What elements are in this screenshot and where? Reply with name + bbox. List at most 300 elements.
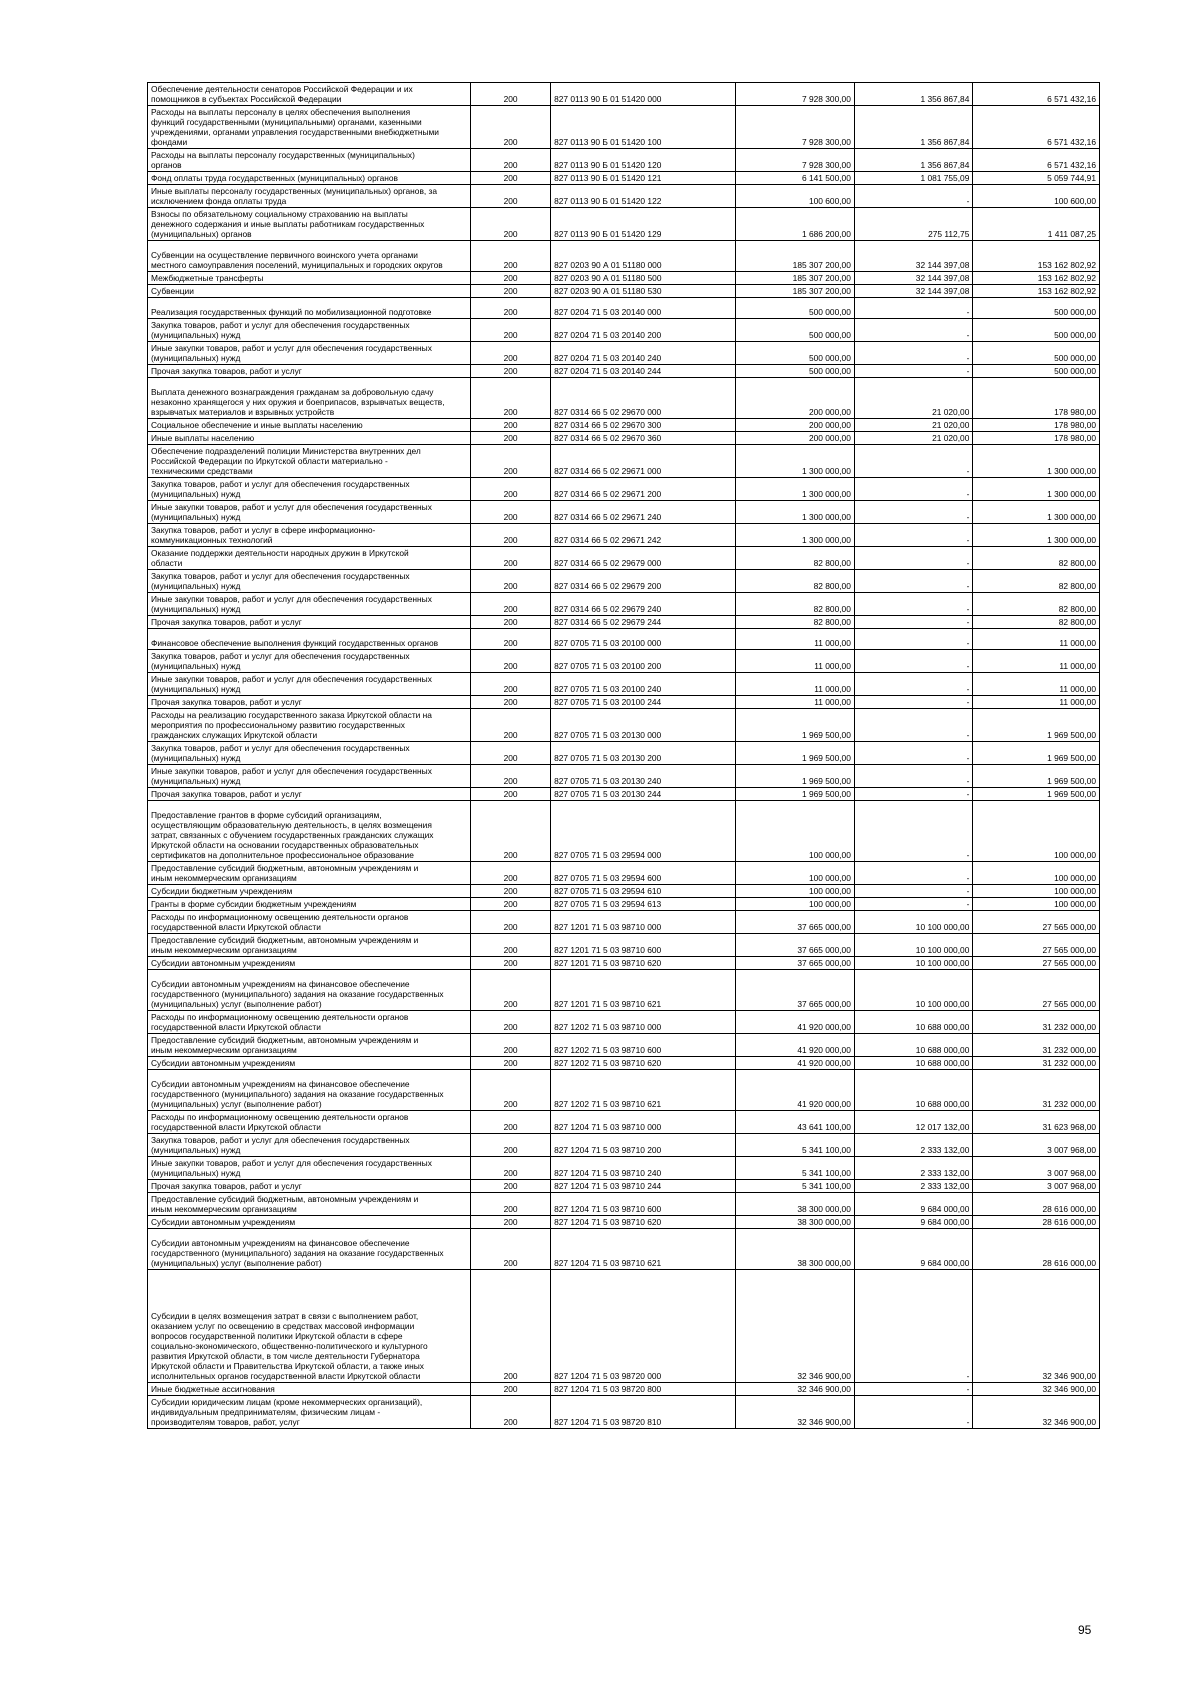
line-code-cell: 200 bbox=[471, 911, 551, 934]
classification-code-cell: 827 1201 71 5 03 98710 620 bbox=[551, 957, 736, 970]
expense-name-cell: Расходы по информационному освещению деятельности органов государственной власти Иркутской области bbox=[148, 1011, 471, 1034]
remaining-amount-cell: 1 300 000,00 bbox=[973, 445, 1100, 478]
expense-name-cell: Обеспечение подразделений полиции Министерства внутренних дел Российской Федерации по Иркутской области материально - техническими средствами bbox=[148, 445, 471, 478]
approved-amount-cell: 11 000,00 bbox=[736, 696, 854, 709]
approved-amount-cell: 185 307 200,00 bbox=[736, 285, 854, 298]
table-row bbox=[148, 911, 1100, 934]
expense-name-cell: Прочая закупка товаров, работ и услуг bbox=[148, 616, 471, 629]
classification-code-cell: 827 0113 90 Б 01 51420 122 bbox=[551, 185, 736, 208]
line-code-cell: 200 bbox=[471, 570, 551, 593]
approved-amount-cell: 100 000,00 bbox=[736, 862, 854, 885]
line-code-cell: 200 bbox=[471, 149, 551, 172]
table-row bbox=[148, 342, 1100, 365]
executed-amount-cell: - bbox=[854, 1383, 972, 1396]
line-code-cell: 200 bbox=[471, 788, 551, 801]
expense-name-cell: Закупка товаров, работ и услуг для обеспечения государственных (муниципальных) нужд bbox=[148, 478, 471, 501]
remaining-amount-cell: 500 000,00 bbox=[973, 298, 1100, 319]
table-row bbox=[148, 241, 1100, 272]
table-row bbox=[148, 629, 1100, 650]
table-row bbox=[148, 696, 1100, 709]
table-row bbox=[148, 378, 1100, 419]
executed-amount-cell: 2 333 132,00 bbox=[854, 1180, 972, 1193]
executed-amount-cell: 10 688 000,00 bbox=[854, 1034, 972, 1057]
remaining-amount-cell: 32 346 900,00 bbox=[973, 1396, 1100, 1429]
line-code-cell: 200 bbox=[471, 696, 551, 709]
table-row bbox=[148, 445, 1100, 478]
line-code-cell: 200 bbox=[471, 629, 551, 650]
approved-amount-cell: 41 920 000,00 bbox=[736, 1034, 854, 1057]
classification-code-cell: 827 1201 71 5 03 98710 000 bbox=[551, 911, 736, 934]
table-row bbox=[148, 801, 1100, 862]
executed-amount-cell: 9 684 000,00 bbox=[854, 1193, 972, 1216]
line-code-cell: 200 bbox=[471, 1180, 551, 1193]
classification-code-cell: 827 1202 71 5 03 98710 620 bbox=[551, 1057, 736, 1070]
classification-code-cell: 827 0314 66 5 02 29671 000 bbox=[551, 445, 736, 478]
remaining-amount-cell: 28 616 000,00 bbox=[973, 1229, 1100, 1270]
table-row bbox=[148, 272, 1100, 285]
remaining-amount-cell: 1 969 500,00 bbox=[973, 765, 1100, 788]
executed-amount-cell: 10 100 000,00 bbox=[854, 957, 972, 970]
executed-amount-cell: 275 112,75 bbox=[854, 208, 972, 241]
approved-amount-cell: 185 307 200,00 bbox=[736, 241, 854, 272]
executed-amount-cell: - bbox=[854, 765, 972, 788]
line-code-cell: 200 bbox=[471, 478, 551, 501]
classification-code-cell: 827 0113 90 Б 01 51420 100 bbox=[551, 106, 736, 149]
executed-amount-cell: - bbox=[854, 709, 972, 742]
line-code-cell: 200 bbox=[471, 1193, 551, 1216]
executed-amount-cell: - bbox=[854, 1396, 972, 1429]
line-code-cell: 200 bbox=[471, 1396, 551, 1429]
approved-amount-cell: 500 000,00 bbox=[736, 319, 854, 342]
table-row bbox=[148, 1383, 1100, 1396]
remaining-amount-cell: 6 571 432,16 bbox=[973, 106, 1100, 149]
classification-code-cell: 827 0314 66 5 02 29671 240 bbox=[551, 501, 736, 524]
approved-amount-cell: 200 000,00 bbox=[736, 432, 854, 445]
executed-amount-cell: - bbox=[854, 501, 972, 524]
line-code-cell: 200 bbox=[471, 365, 551, 378]
executed-amount-cell: - bbox=[854, 885, 972, 898]
remaining-amount-cell: 27 565 000,00 bbox=[973, 970, 1100, 1011]
approved-amount-cell: 6 141 500,00 bbox=[736, 172, 854, 185]
classification-code-cell: 827 0705 71 5 03 20100 244 bbox=[551, 696, 736, 709]
table-row bbox=[148, 83, 1100, 106]
remaining-amount-cell: 1 300 000,00 bbox=[973, 478, 1100, 501]
table-row bbox=[148, 172, 1100, 185]
expense-name-cell: Расходы по информационному освещению деятельности органов государственной власти Иркутской области bbox=[148, 911, 471, 934]
approved-amount-cell: 100 000,00 bbox=[736, 801, 854, 862]
line-code-cell: 200 bbox=[471, 83, 551, 106]
budget-report-sheet bbox=[147, 82, 1100, 1429]
executed-amount-cell: - bbox=[854, 862, 972, 885]
table-row bbox=[148, 934, 1100, 957]
approved-amount-cell: 41 920 000,00 bbox=[736, 1057, 854, 1070]
table-row bbox=[148, 1180, 1100, 1193]
approved-amount-cell: 1 686 200,00 bbox=[736, 208, 854, 241]
classification-code-cell: 827 0203 90 А 01 51180 530 bbox=[551, 285, 736, 298]
approved-amount-cell: 200 000,00 bbox=[736, 419, 854, 432]
table-row bbox=[148, 185, 1100, 208]
executed-amount-cell: - bbox=[854, 547, 972, 570]
classification-code-cell: 827 1204 71 5 03 98710 621 bbox=[551, 1229, 736, 1270]
remaining-amount-cell: 6 571 432,16 bbox=[973, 83, 1100, 106]
remaining-amount-cell: 31 232 000,00 bbox=[973, 1070, 1100, 1111]
line-code-cell: 200 bbox=[471, 709, 551, 742]
classification-code-cell: 827 1204 71 5 03 98720 000 bbox=[551, 1270, 736, 1383]
approved-amount-cell: 43 641 100,00 bbox=[736, 1111, 854, 1134]
approved-amount-cell: 1 969 500,00 bbox=[736, 742, 854, 765]
approved-amount-cell: 100 000,00 bbox=[736, 885, 854, 898]
table-row bbox=[148, 862, 1100, 885]
remaining-amount-cell: 100 000,00 bbox=[973, 885, 1100, 898]
classification-code-cell: 827 0705 71 5 03 29594 600 bbox=[551, 862, 736, 885]
expense-name-cell: Субсидии юридическим лицам (кроме некоммерческих организаций), индивидуальным предпринимателям, физическим лицам - производителям товаров, работ, услуг bbox=[148, 1396, 471, 1429]
table-row bbox=[148, 957, 1100, 970]
executed-amount-cell: - bbox=[854, 319, 972, 342]
line-code-cell: 200 bbox=[471, 547, 551, 570]
executed-amount-cell: - bbox=[854, 185, 972, 208]
line-code-cell: 200 bbox=[471, 1070, 551, 1111]
approved-amount-cell: 1 300 000,00 bbox=[736, 524, 854, 547]
table-row bbox=[148, 298, 1100, 319]
remaining-amount-cell: 28 616 000,00 bbox=[973, 1193, 1100, 1216]
approved-amount-cell: 11 000,00 bbox=[736, 629, 854, 650]
remaining-amount-cell: 3 007 968,00 bbox=[973, 1180, 1100, 1193]
executed-amount-cell: - bbox=[854, 629, 972, 650]
line-code-cell: 200 bbox=[471, 934, 551, 957]
executed-amount-cell: 21 020,00 bbox=[854, 419, 972, 432]
remaining-amount-cell: 11 000,00 bbox=[973, 696, 1100, 709]
line-code-cell: 200 bbox=[471, 1134, 551, 1157]
line-code-cell: 200 bbox=[471, 208, 551, 241]
table-row bbox=[148, 547, 1100, 570]
expense-name-cell: Закупка товаров, работ и услуг в сфере информационно- коммуникационных технологий bbox=[148, 524, 471, 547]
classification-code-cell: 827 0705 71 5 03 29594 000 bbox=[551, 801, 736, 862]
expense-name-cell: Иные закупки товаров, работ и услуг для обеспечения государственных (муниципальных) нужд bbox=[148, 1157, 471, 1180]
remaining-amount-cell: 11 000,00 bbox=[973, 650, 1100, 673]
approved-amount-cell: 7 928 300,00 bbox=[736, 149, 854, 172]
expense-name-cell: Прочая закупка товаров, работ и услуг bbox=[148, 1180, 471, 1193]
expense-name-cell: Субсидии автономным учреждениям на финансовое обеспечение государственного (муниципального) задания на оказание государственных (муниципальных) услуг (выполнение работ) bbox=[148, 1070, 471, 1111]
executed-amount-cell: - bbox=[854, 342, 972, 365]
classification-code-cell: 827 0314 66 5 02 29671 200 bbox=[551, 478, 736, 501]
line-code-cell: 200 bbox=[471, 885, 551, 898]
classification-code-cell: 827 0705 71 5 03 20130 200 bbox=[551, 742, 736, 765]
approved-amount-cell: 37 665 000,00 bbox=[736, 970, 854, 1011]
expense-name-cell: Иные закупки товаров, работ и услуг для обеспечения государственных (муниципальных) нужд bbox=[148, 765, 471, 788]
classification-code-cell: 827 0705 71 5 03 20100 200 bbox=[551, 650, 736, 673]
expense-name-cell: Закупка товаров, работ и услуг для обеспечения государственных (муниципальных) нужд bbox=[148, 319, 471, 342]
table-row bbox=[148, 365, 1100, 378]
line-code-cell: 200 bbox=[471, 445, 551, 478]
table-row bbox=[148, 1270, 1100, 1383]
executed-amount-cell: - bbox=[854, 673, 972, 696]
classification-code-cell: 827 0314 66 5 02 29670 360 bbox=[551, 432, 736, 445]
line-code-cell: 200 bbox=[471, 1383, 551, 1396]
remaining-amount-cell: 100 000,00 bbox=[973, 898, 1100, 911]
page-number: 95 bbox=[1078, 1623, 1092, 1637]
table-row bbox=[148, 285, 1100, 298]
classification-code-cell: 827 1204 71 5 03 98710 240 bbox=[551, 1157, 736, 1180]
approved-amount-cell: 1 300 000,00 bbox=[736, 445, 854, 478]
line-code-cell: 200 bbox=[471, 957, 551, 970]
expense-name-cell: Иные бюджетные ассигнования bbox=[148, 1383, 471, 1396]
table-row bbox=[148, 1134, 1100, 1157]
approved-amount-cell: 1 300 000,00 bbox=[736, 478, 854, 501]
classification-code-cell: 827 0203 90 А 01 51180 500 bbox=[551, 272, 736, 285]
approved-amount-cell: 38 300 000,00 bbox=[736, 1229, 854, 1270]
remaining-amount-cell: 82 800,00 bbox=[973, 593, 1100, 616]
classification-code-cell: 827 1204 71 5 03 98710 620 bbox=[551, 1216, 736, 1229]
table-row bbox=[148, 501, 1100, 524]
executed-amount-cell: 32 144 397,08 bbox=[854, 285, 972, 298]
approved-amount-cell: 82 800,00 bbox=[736, 547, 854, 570]
remaining-amount-cell: 1 969 500,00 bbox=[973, 709, 1100, 742]
remaining-amount-cell: 178 980,00 bbox=[973, 378, 1100, 419]
executed-amount-cell: 10 100 000,00 bbox=[854, 934, 972, 957]
table-row bbox=[148, 319, 1100, 342]
table-row bbox=[148, 788, 1100, 801]
table-row bbox=[148, 898, 1100, 911]
line-code-cell: 200 bbox=[471, 524, 551, 547]
approved-amount-cell: 5 341 100,00 bbox=[736, 1134, 854, 1157]
remaining-amount-cell: 178 980,00 bbox=[973, 432, 1100, 445]
table-row bbox=[148, 673, 1100, 696]
executed-amount-cell: - bbox=[854, 445, 972, 478]
line-code-cell: 200 bbox=[471, 272, 551, 285]
expense-name-cell: Предоставление субсидий бюджетным, автономным учреждениям и иным некоммерческим организациям bbox=[148, 862, 471, 885]
remaining-amount-cell: 153 162 802,92 bbox=[973, 241, 1100, 272]
table-row bbox=[148, 593, 1100, 616]
executed-amount-cell: - bbox=[854, 298, 972, 319]
classification-code-cell: 827 1201 71 5 03 98710 600 bbox=[551, 934, 736, 957]
executed-amount-cell: 9 684 000,00 bbox=[854, 1229, 972, 1270]
line-code-cell: 200 bbox=[471, 742, 551, 765]
approved-amount-cell: 500 000,00 bbox=[736, 342, 854, 365]
executed-amount-cell: - bbox=[854, 616, 972, 629]
expense-name-cell: Предоставление субсидий бюджетным, автономным учреждениям и иным некоммерческим организациям bbox=[148, 1193, 471, 1216]
table-row bbox=[148, 208, 1100, 241]
expense-name-cell: Субсидии автономным учреждениям на финансовое обеспечение государственного (муниципального) задания на оказание государственных (муниципальных) услуг (выполнение работ) bbox=[148, 970, 471, 1011]
table-row bbox=[148, 1057, 1100, 1070]
table-row bbox=[148, 1229, 1100, 1270]
approved-amount-cell: 38 300 000,00 bbox=[736, 1193, 854, 1216]
expense-name-cell: Предоставление грантов в форме субсидий организациям, осуществляющим образовательную деятельность, в целях возмещения затрат, связанных с обучением государственных гражданских служащих Иркутской области на основании государственных образовательных сертификатов на дополнительное профессиональное образование bbox=[148, 801, 471, 862]
line-code-cell: 200 bbox=[471, 319, 551, 342]
line-code-cell: 200 bbox=[471, 898, 551, 911]
executed-amount-cell: 10 688 000,00 bbox=[854, 1070, 972, 1111]
executed-amount-cell: 32 144 397,08 bbox=[854, 241, 972, 272]
executed-amount-cell: 1 356 867,84 bbox=[854, 83, 972, 106]
remaining-amount-cell: 82 800,00 bbox=[973, 616, 1100, 629]
table-row bbox=[148, 1011, 1100, 1034]
remaining-amount-cell: 100 600,00 bbox=[973, 185, 1100, 208]
expense-name-cell: Расходы по информационному освещению деятельности органов государственной власти Иркутской области bbox=[148, 1111, 471, 1134]
executed-amount-cell: - bbox=[854, 696, 972, 709]
expense-name-cell: Субсидии автономным учреждениям на финансовое обеспечение государственного (муниципального) задания на оказание государственных (муниципальных) услуг (выполнение работ) bbox=[148, 1229, 471, 1270]
remaining-amount-cell: 82 800,00 bbox=[973, 570, 1100, 593]
expense-name-cell: Иные закупки товаров, работ и услуг для обеспечения государственных (муниципальных) нужд bbox=[148, 342, 471, 365]
classification-code-cell: 827 0314 66 5 02 29670 300 bbox=[551, 419, 736, 432]
expense-name-cell: Иные закупки товаров, работ и услуг для обеспечения государственных (муниципальных) нужд bbox=[148, 593, 471, 616]
line-code-cell: 200 bbox=[471, 501, 551, 524]
table-row bbox=[148, 478, 1100, 501]
line-code-cell: 200 bbox=[471, 593, 551, 616]
expense-name-cell: Расходы на реализацию государственного заказа Иркутской области на мероприятия по профессиональному развитию государственных гражданских служащих Иркутской области bbox=[148, 709, 471, 742]
table-row bbox=[148, 970, 1100, 1011]
remaining-amount-cell: 1 969 500,00 bbox=[973, 788, 1100, 801]
remaining-amount-cell: 500 000,00 bbox=[973, 365, 1100, 378]
classification-code-cell: 827 0314 66 5 02 29679 240 bbox=[551, 593, 736, 616]
expense-name-cell: Межбюджетные трансферты bbox=[148, 272, 471, 285]
approved-amount-cell: 37 665 000,00 bbox=[736, 957, 854, 970]
executed-amount-cell: 2 333 132,00 bbox=[854, 1134, 972, 1157]
remaining-amount-cell: 100 000,00 bbox=[973, 801, 1100, 862]
remaining-amount-cell: 1 411 087,25 bbox=[973, 208, 1100, 241]
classification-code-cell: 827 0113 90 Б 01 51420 121 bbox=[551, 172, 736, 185]
expense-name-cell: Прочая закупка товаров, работ и услуг bbox=[148, 788, 471, 801]
executed-amount-cell: 21 020,00 bbox=[854, 432, 972, 445]
executed-amount-cell: - bbox=[854, 898, 972, 911]
table-row bbox=[148, 1070, 1100, 1111]
line-code-cell: 200 bbox=[471, 378, 551, 419]
expense-name-cell: Обеспечение деятельности сенаторов Российской Федерации и их помощников в субъектах Российской Федерации bbox=[148, 83, 471, 106]
classification-code-cell: 827 1201 71 5 03 98710 621 bbox=[551, 970, 736, 1011]
expense-name-cell: Оказание поддержки деятельности народных дружин в Иркутской области bbox=[148, 547, 471, 570]
approved-amount-cell: 1 969 500,00 bbox=[736, 765, 854, 788]
classification-code-cell: 827 0314 66 5 02 29679 000 bbox=[551, 547, 736, 570]
table-row bbox=[148, 1111, 1100, 1134]
expense-name-cell: Прочая закупка товаров, работ и услуг bbox=[148, 365, 471, 378]
approved-amount-cell: 37 665 000,00 bbox=[736, 911, 854, 934]
approved-amount-cell: 82 800,00 bbox=[736, 616, 854, 629]
line-code-cell: 200 bbox=[471, 1034, 551, 1057]
classification-code-cell: 827 0705 71 5 03 20100 000 bbox=[551, 629, 736, 650]
classification-code-cell: 827 0204 71 5 03 20140 000 bbox=[551, 298, 736, 319]
expense-name-cell: Закупка товаров, работ и услуг для обеспечения государственных (муниципальных) нужд bbox=[148, 570, 471, 593]
executed-amount-cell: 9 684 000,00 bbox=[854, 1216, 972, 1229]
approved-amount-cell: 38 300 000,00 bbox=[736, 1216, 854, 1229]
table-row bbox=[148, 1216, 1100, 1229]
approved-amount-cell: 500 000,00 bbox=[736, 298, 854, 319]
approved-amount-cell: 100 000,00 bbox=[736, 898, 854, 911]
executed-amount-cell: - bbox=[854, 524, 972, 547]
classification-code-cell: 827 1204 71 5 03 98710 244 bbox=[551, 1180, 736, 1193]
classification-code-cell: 827 0314 66 5 02 29670 000 bbox=[551, 378, 736, 419]
remaining-amount-cell: 3 007 968,00 bbox=[973, 1134, 1100, 1157]
table-row bbox=[148, 616, 1100, 629]
remaining-amount-cell: 1 969 500,00 bbox=[973, 742, 1100, 765]
table-row bbox=[148, 765, 1100, 788]
classification-code-cell: 827 0705 71 5 03 20130 244 bbox=[551, 788, 736, 801]
approved-amount-cell: 82 800,00 bbox=[736, 570, 854, 593]
budget-execution-table bbox=[147, 82, 1100, 1429]
classification-code-cell: 827 0705 71 5 03 29594 610 bbox=[551, 885, 736, 898]
classification-code-cell: 827 0705 71 5 03 20100 240 bbox=[551, 673, 736, 696]
line-code-cell: 200 bbox=[471, 862, 551, 885]
approved-amount-cell: 185 307 200,00 bbox=[736, 272, 854, 285]
expense-name-cell: Выплата денежного вознаграждения гражданам за добровольную сдачу незаконно хранящегося у них оружия и боеприпасов, взрывчатых веществ, взрывчатых материалов и взрывных устройств bbox=[148, 378, 471, 419]
expense-name-cell: Закупка товаров, работ и услуг для обеспечения государственных (муниципальных) нужд bbox=[148, 650, 471, 673]
table-row bbox=[148, 650, 1100, 673]
approved-amount-cell: 1 969 500,00 bbox=[736, 709, 854, 742]
remaining-amount-cell: 31 232 000,00 bbox=[973, 1057, 1100, 1070]
executed-amount-cell: - bbox=[854, 650, 972, 673]
classification-code-cell: 827 1204 71 5 03 98710 600 bbox=[551, 1193, 736, 1216]
line-code-cell: 200 bbox=[471, 432, 551, 445]
expense-name-cell: Реализация государственных функций по мобилизационной подготовке bbox=[148, 298, 471, 319]
executed-amount-cell: 1 356 867,84 bbox=[854, 106, 972, 149]
classification-code-cell: 827 0113 90 Б 01 51420 000 bbox=[551, 83, 736, 106]
executed-amount-cell: 10 688 000,00 bbox=[854, 1057, 972, 1070]
expense-name-cell: Предоставление субсидий бюджетным, автономным учреждениям и иным некоммерческим организациям bbox=[148, 1034, 471, 1057]
classification-code-cell: 827 1202 71 5 03 98710 600 bbox=[551, 1034, 736, 1057]
executed-amount-cell: 12 017 132,00 bbox=[854, 1111, 972, 1134]
line-code-cell: 200 bbox=[471, 419, 551, 432]
executed-amount-cell: - bbox=[854, 742, 972, 765]
line-code-cell: 200 bbox=[471, 801, 551, 862]
expense-name-cell: Иные закупки товаров, работ и услуг для обеспечения государственных (муниципальных) нужд bbox=[148, 501, 471, 524]
remaining-amount-cell: 11 000,00 bbox=[973, 629, 1100, 650]
classification-code-cell: 827 1204 71 5 03 98710 200 bbox=[551, 1134, 736, 1157]
table-body bbox=[148, 83, 1100, 1429]
remaining-amount-cell: 31 232 000,00 bbox=[973, 1011, 1100, 1034]
executed-amount-cell: - bbox=[854, 570, 972, 593]
classification-code-cell: 827 0204 71 5 03 20140 200 bbox=[551, 319, 736, 342]
remaining-amount-cell: 100 000,00 bbox=[973, 862, 1100, 885]
expense-name-cell: Субвенции на осуществление первичного воинского учета органами местного самоуправления поселений, муниципальных и городских округов bbox=[148, 241, 471, 272]
expense-name-cell: Взносы по обязательному социальному страхованию на выплаты денежного содержания и иные выплаты работникам государственных (муниципальных) органов bbox=[148, 208, 471, 241]
expense-name-cell: Гранты в форме субсидии бюджетным учреждениям bbox=[148, 898, 471, 911]
expense-name-cell: Фонд оплаты труда государственных (муниципальных) органов bbox=[148, 172, 471, 185]
classification-code-cell: 827 0705 71 5 03 20130 240 bbox=[551, 765, 736, 788]
line-code-cell: 200 bbox=[471, 172, 551, 185]
classification-code-cell: 827 0203 90 А 01 51180 000 bbox=[551, 241, 736, 272]
remaining-amount-cell: 27 565 000,00 bbox=[973, 934, 1100, 957]
expense-name-cell: Субсидии автономным учреждениям bbox=[148, 1216, 471, 1229]
executed-amount-cell: 32 144 397,08 bbox=[854, 272, 972, 285]
table-row bbox=[148, 1157, 1100, 1180]
remaining-amount-cell: 1 300 000,00 bbox=[973, 501, 1100, 524]
approved-amount-cell: 200 000,00 bbox=[736, 378, 854, 419]
classification-code-cell: 827 1204 71 5 03 98720 800 bbox=[551, 1383, 736, 1396]
line-code-cell: 200 bbox=[471, 1229, 551, 1270]
executed-amount-cell: 10 100 000,00 bbox=[854, 970, 972, 1011]
executed-amount-cell: 10 688 000,00 bbox=[854, 1011, 972, 1034]
executed-amount-cell: 2 333 132,00 bbox=[854, 1157, 972, 1180]
executed-amount-cell: 1 081 755,09 bbox=[854, 172, 972, 185]
expense-name-cell: Прочая закупка товаров, работ и услуг bbox=[148, 696, 471, 709]
executed-amount-cell: 21 020,00 bbox=[854, 378, 972, 419]
expense-name-cell: Субсидии бюджетным учреждениям bbox=[148, 885, 471, 898]
approved-amount-cell: 7 928 300,00 bbox=[736, 83, 854, 106]
executed-amount-cell: - bbox=[854, 788, 972, 801]
remaining-amount-cell: 6 571 432,16 bbox=[973, 149, 1100, 172]
remaining-amount-cell: 32 346 900,00 bbox=[973, 1383, 1100, 1396]
classification-code-cell: 827 0314 66 5 02 29671 242 bbox=[551, 524, 736, 547]
line-code-cell: 200 bbox=[471, 1216, 551, 1229]
table-row bbox=[148, 885, 1100, 898]
classification-code-cell: 827 0204 71 5 03 20140 244 bbox=[551, 365, 736, 378]
remaining-amount-cell: 32 346 900,00 bbox=[973, 1270, 1100, 1383]
table-row bbox=[148, 570, 1100, 593]
approved-amount-cell: 82 800,00 bbox=[736, 593, 854, 616]
table-row bbox=[148, 149, 1100, 172]
expense-name-cell: Субсидии автономным учреждениям bbox=[148, 1057, 471, 1070]
classification-code-cell: 827 0113 90 Б 01 51420 120 bbox=[551, 149, 736, 172]
classification-code-cell: 827 0314 66 5 02 29679 200 bbox=[551, 570, 736, 593]
table-row bbox=[148, 1396, 1100, 1429]
line-code-cell: 200 bbox=[471, 970, 551, 1011]
